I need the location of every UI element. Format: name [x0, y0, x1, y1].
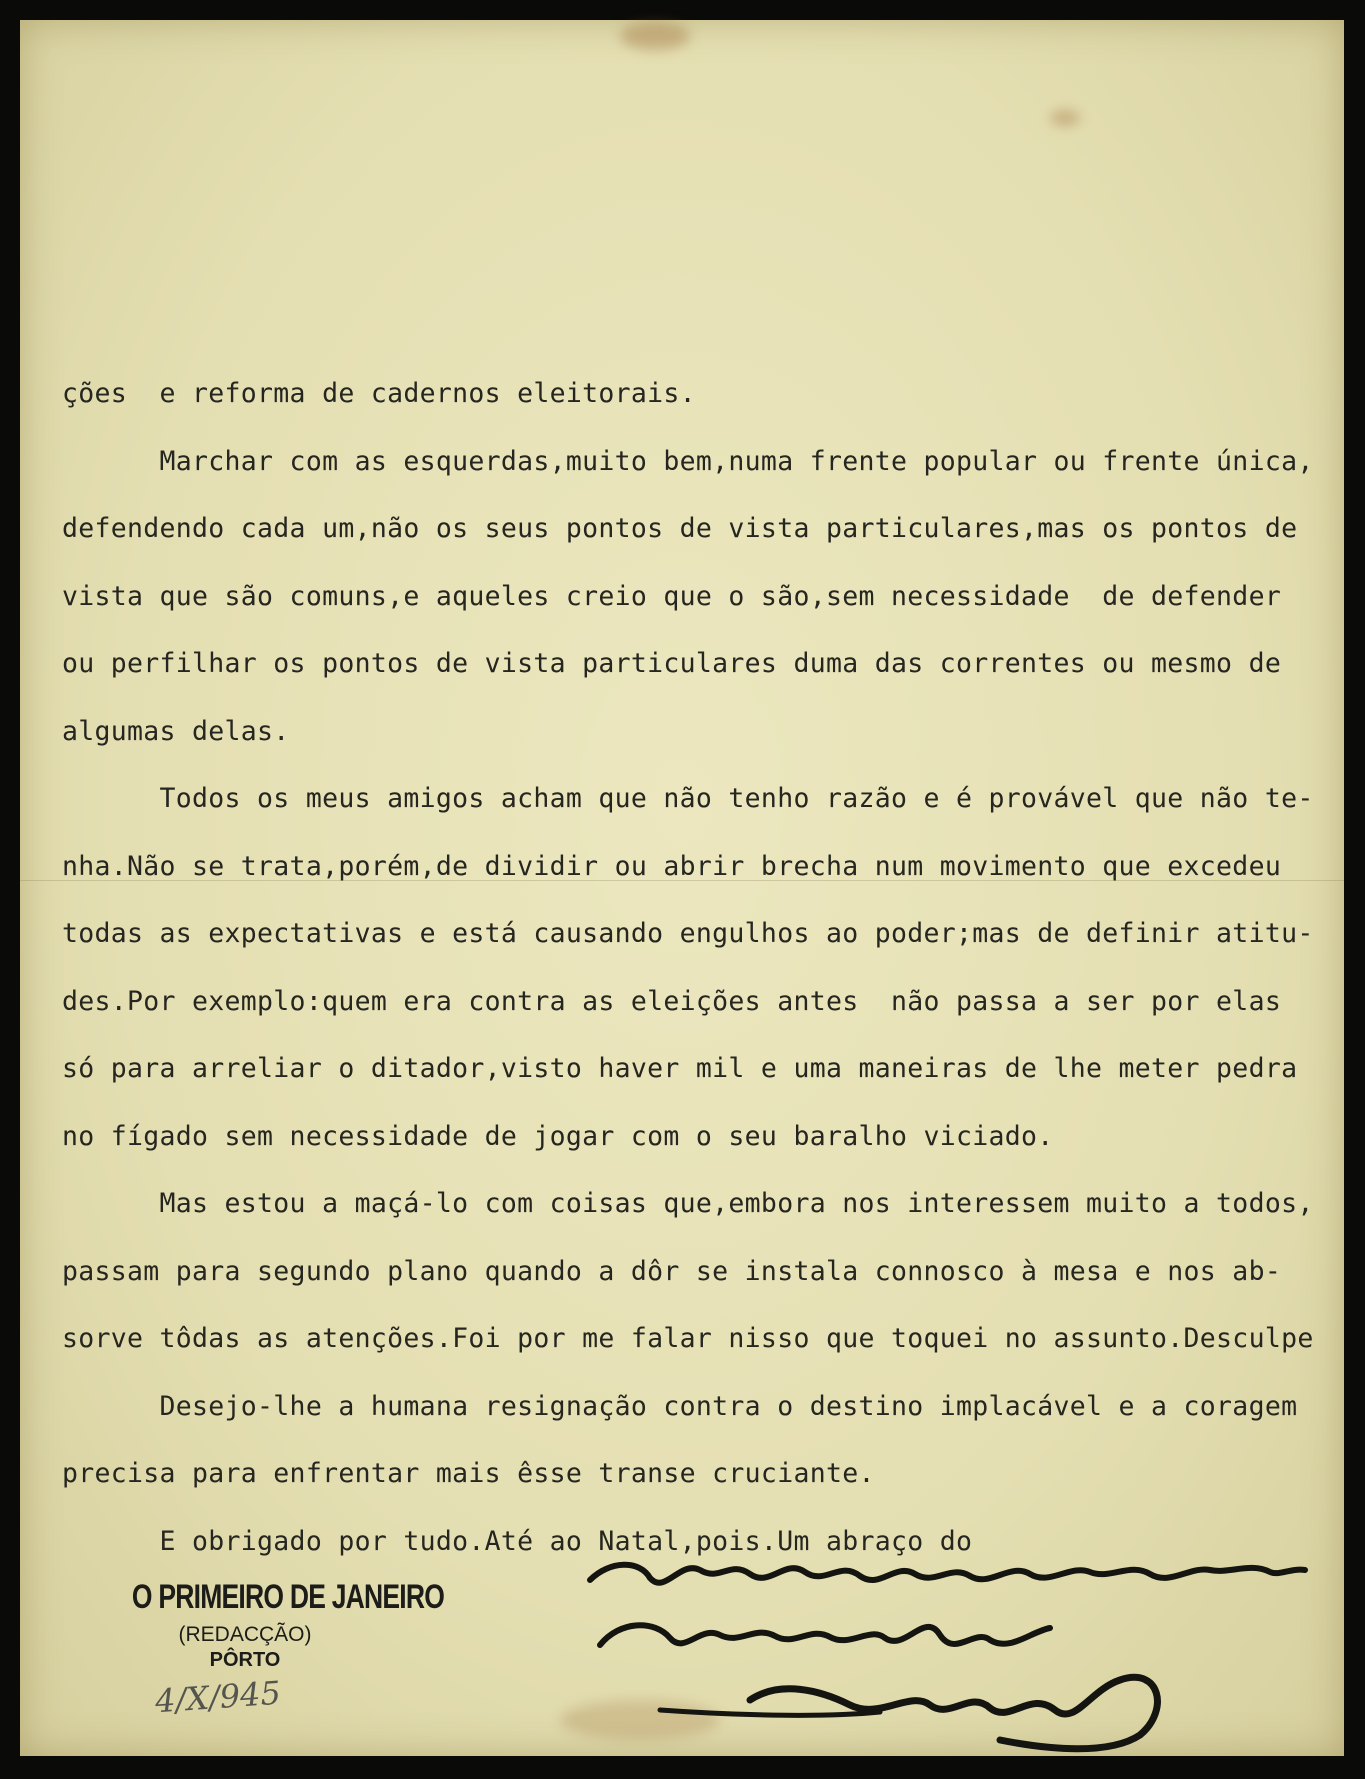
letter-line: nha.Não se trata,porém,de dividir ou abrir brecha num movimento que excedeu	[62, 850, 1282, 882]
letter-line: precisa para enfrentar mais êsse transe cruciante.	[62, 1458, 875, 1489]
letter-line: no fígado sem necessidade de jogar com o seu baralho viciado.	[62, 1120, 1054, 1152]
letter-line: Mas estou a maçá-lo com coisas que,embora nos interessem muito a todos,	[62, 1188, 1314, 1219]
letter-line: des.Por exemplo:quem era contra as eleições antes não passa a ser por elas	[62, 985, 1282, 1017]
letter-line: Marchar com as esquerdas,muito bem,numa frente popular ou frente única,	[62, 445, 1314, 477]
letter-line: Desejo-lhe a humana resignação contra o destino implacável e a coragem	[62, 1390, 1298, 1422]
letter-line: sorve tôdas as atenções.Foi por me falar nisso que toquei no assunto.Desculpe	[62, 1323, 1314, 1354]
letter-line: defendendo cada um,não os seus pontos de vista particulares,mas os pontos de	[62, 513, 1298, 544]
letter-line: ou perfilhar os pontos de vista particulares duma das correntes ou mesmo de	[62, 648, 1282, 679]
stamp-title: O PRIMEIRO DE JANEIRO	[131, 1578, 445, 1616]
letter-line: E obrigado por tudo.Até ao Natal,pois.Um abraço do	[62, 1525, 973, 1557]
letter-line: ções e reforma de cadernos eleitorais.	[62, 378, 696, 409]
letter-line: passam para segundo plano quando a dôr se instala connosco à mesa e nos ab-	[62, 1255, 1282, 1287]
letter-body	[62, 360, 1342, 1575]
handwritten-signature	[580, 1540, 1320, 1760]
stamp-subtitle: (REDACÇÃO)	[178, 1623, 312, 1646]
stamp-date: 4/X/945	[153, 1673, 282, 1721]
stamp-city: PÔRTO	[209, 1649, 281, 1671]
letter-line: só para arreliar o ditador,visto haver mil e uma maneiras de lhe meter pedra	[62, 1053, 1298, 1084]
letter-line: Todos os meus amigos acham que não tenho razão e é provável que não te-	[62, 783, 1314, 814]
newspaper-stamp	[100, 1578, 445, 1672]
paper-stain	[620, 22, 690, 50]
letter-line: vista que são comuns,e aqueles creio que o são,sem necessidade de defender	[62, 580, 1282, 612]
paper-stain	[1050, 110, 1080, 126]
letter-line: todas as expectativas e está causando engulhos ao poder;mas de definir atitu-	[62, 918, 1314, 949]
letter-line: algumas delas.	[62, 715, 290, 747]
